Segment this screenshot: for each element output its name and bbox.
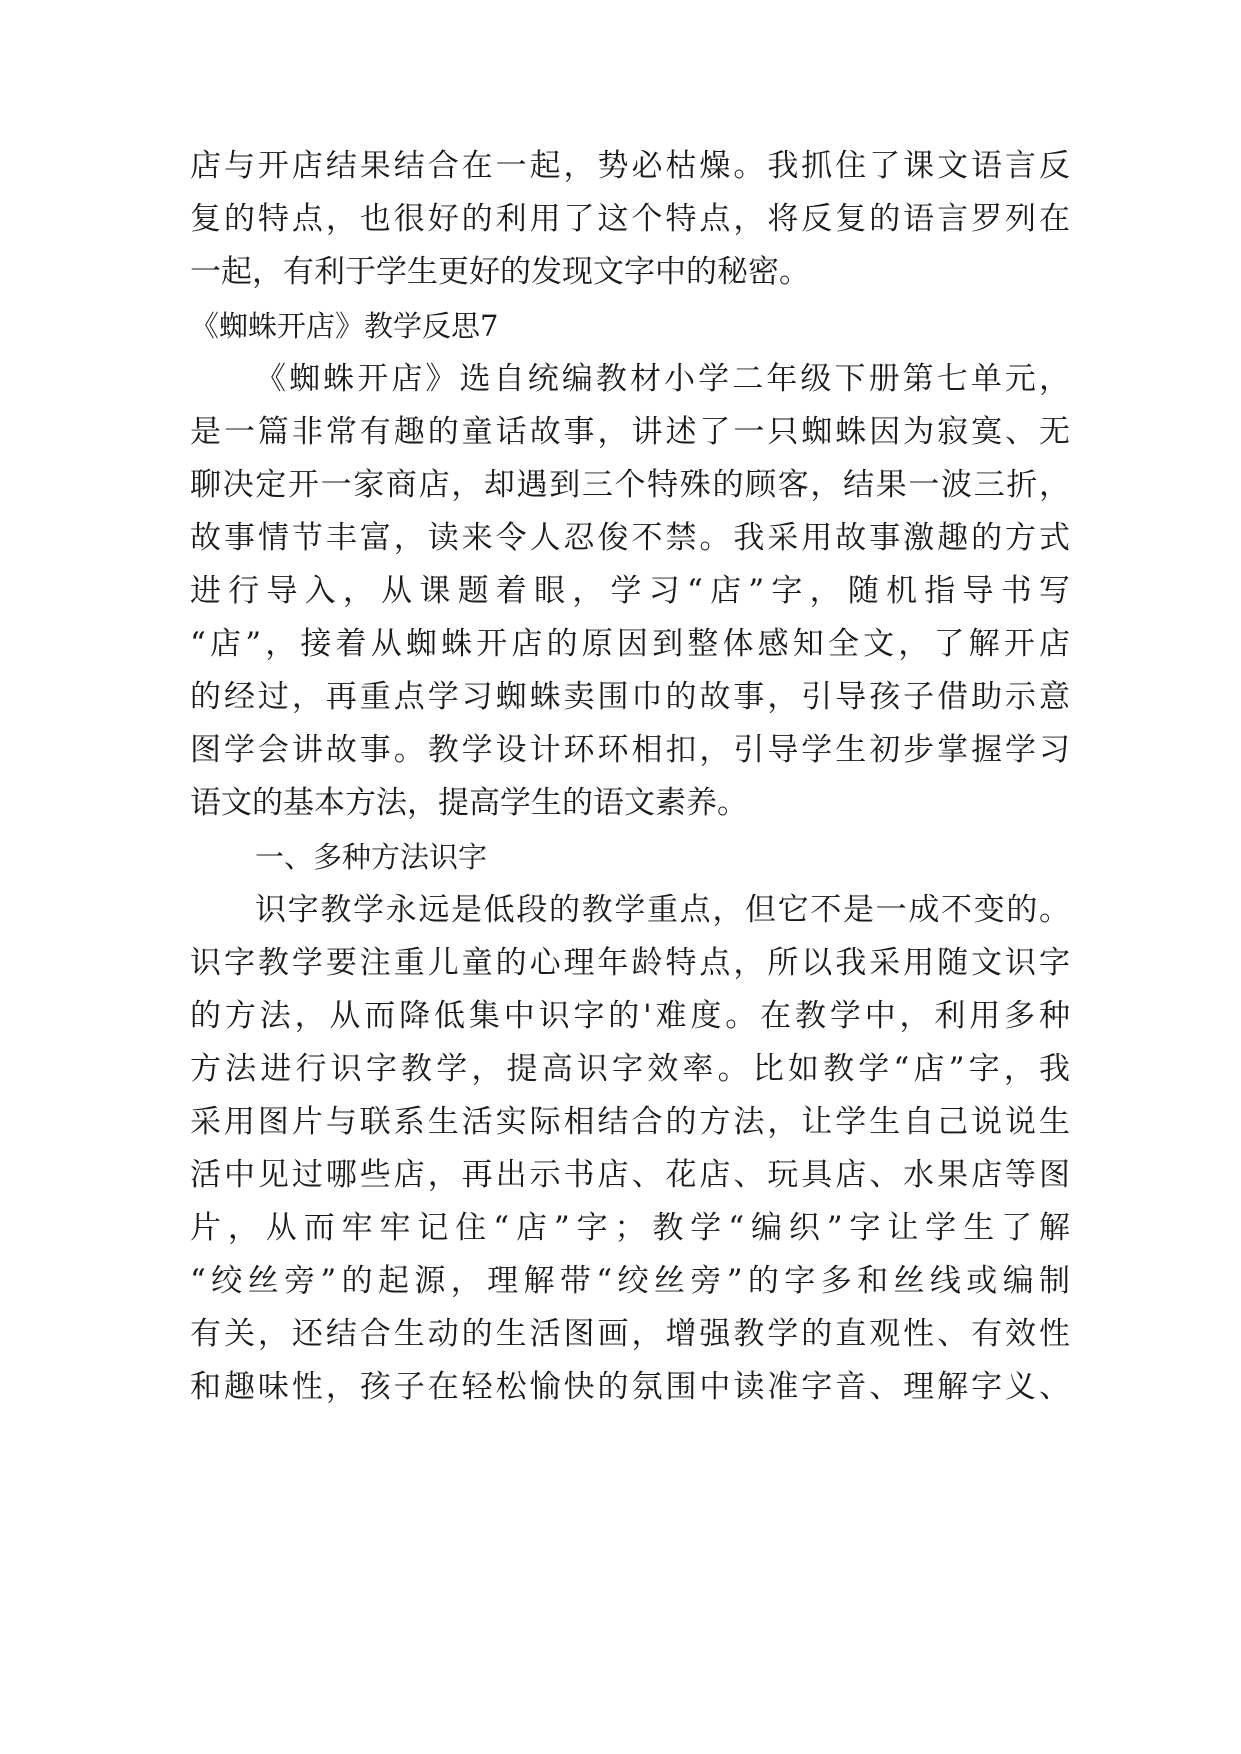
text-line: 聊决定开一家商店，却遇到三个特殊的顾客，结果一波三折， [190, 467, 1070, 503]
text-line: 的经过，再重点学习蜘蛛卖围巾的故事，引导孩子借助示意 [190, 679, 1070, 715]
text-line: “绞丝旁”的起源，理解带“绞丝旁”的字多和丝线或编制 [190, 1263, 1070, 1299]
text-line: 和趣味性，孩子在轻松愉快的氛围中读准字音、理解字义、 [190, 1369, 1070, 1405]
text-line: 语文的基本方法，提高学生的语文素养。 [190, 785, 748, 821]
text-line: 的方法，从而降低集中识字的'难度。在教学中，利用多种 [190, 998, 1070, 1034]
text-line: 图学会讲故事。教学设计环环相扣，引导学生初步掌握学习 [190, 732, 1070, 768]
text-line: 有关，还结合生动的生活图画，增强教学的直观性、有效性 [190, 1316, 1070, 1352]
text-line: 进行导入，从课题着眼，学习“店”字，随机指导书写 [190, 573, 1070, 609]
text-line: 复的特点，也很好的利用了这个特点，将反复的语言罗列在 [190, 201, 1070, 237]
text-line: 识字教学永远是低段的教学重点，但它不是一成不变的。 [255, 892, 1070, 928]
text-line: 一起，有利于学生更好的发现文字中的秘密。 [190, 254, 810, 290]
text-line: 故事情节丰富，读来令人忍俊不禁。我采用故事激趣的方式 [190, 520, 1070, 556]
subheading: 一、多种方法识字 [255, 840, 488, 874]
text-line: 方法进行识字教学，提高识字效率。比如教学“店”字，我 [190, 1051, 1070, 1087]
text-line: 店与开店结果结合在一起，势必枯燥。我抓住了课文语言反 [190, 148, 1070, 184]
section-title: 《蜘蛛开店》教学反思7 [190, 309, 499, 343]
text-line: 活中见过哪些店，再出示书店、花店、玩具店、水果店等图 [190, 1157, 1070, 1193]
text-line: “店”，接着从蜘蛛开店的原因到整体感知全文，了解开店 [190, 626, 1070, 662]
text-line: 采用图片与联系生活实际相结合的方法，让学生自己说说生 [190, 1104, 1070, 1140]
text-line: 是一篇非常有趣的童话故事，讲述了一只蜘蛛因为寂寞、无 [190, 414, 1070, 450]
text-line: 《蜘蛛开店》选自统编教材小学二年级下册第七单元， [255, 361, 1070, 397]
text-line: 识字教学要注重儿童的心理年龄特点，所以我采用随文识字 [190, 945, 1070, 981]
text-line: 片，从而牢牢记住“店”字；教学“编织”字让学生了解 [190, 1210, 1070, 1246]
